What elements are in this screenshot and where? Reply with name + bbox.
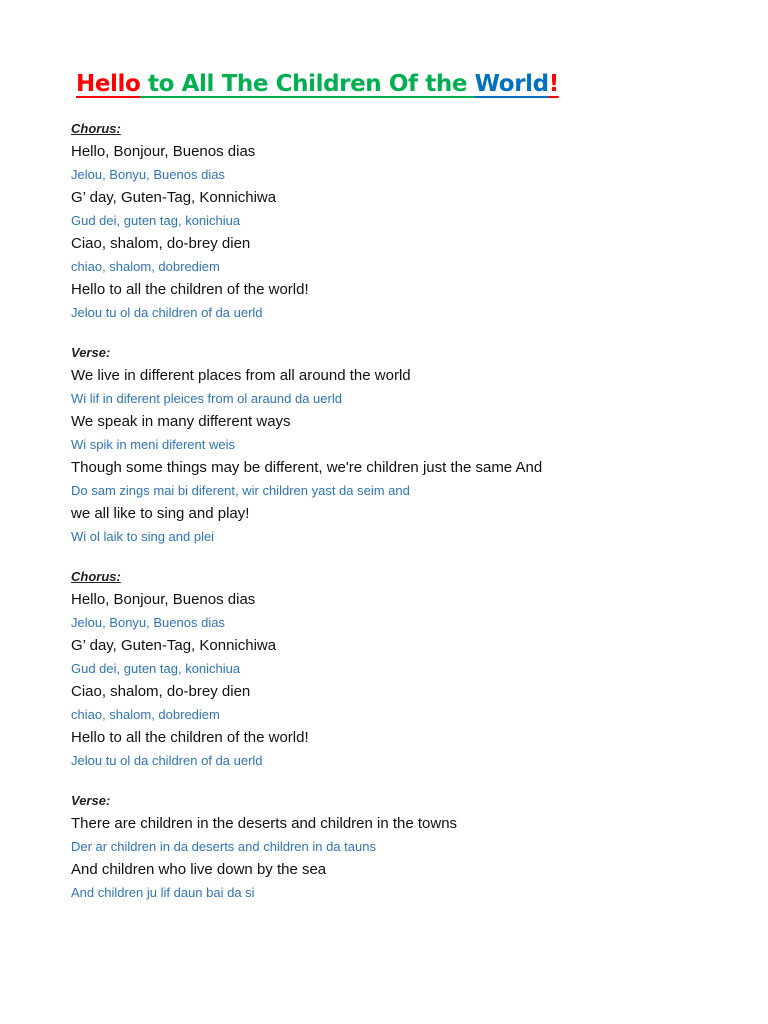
verse-section: [71, 342, 751, 548]
lyric-line: We live in different places from all around the world: [71, 367, 411, 384]
lyric-line: Ciao, shalom, do-brey dien: [71, 235, 251, 252]
section-label: Chorus:: [71, 121, 121, 136]
phonetic-line: Jelou, Bonyu, Buenos dias: [71, 615, 225, 630]
phonetic-line: chiao, shalom, dobrediem: [71, 259, 220, 274]
phonetic-line: Wi lif in diferent pleices from ol araund da uerld: [71, 391, 342, 406]
title-middle: to All The Children Of the: [140, 71, 475, 97]
section-label: Verse:: [71, 345, 111, 360]
lyric-line: G’ day, Guten-Tag, Konnichiwa: [71, 189, 277, 206]
lyric-line: Ciao, shalom, do-brey dien: [71, 683, 251, 700]
lyric-line: There are children in the deserts and children in the towns: [71, 815, 458, 832]
lyric-line: Hello to all the children of the world!: [71, 729, 309, 746]
lyric-line: G’ day, Guten-Tag, Konnichiwa: [71, 637, 277, 654]
lyric-line: We speak in many different ways: [71, 413, 291, 430]
section-label: Chorus:: [71, 569, 121, 584]
verse-section: [71, 790, 751, 904]
lyrics-body: [71, 118, 751, 904]
phonetic-line: Wi ol laik to sing and plei: [71, 529, 215, 544]
phonetic-line: Jelou tu ol da children of da uerld: [71, 753, 263, 768]
lyric-line: Hello, Bonjour, Buenos dias: [71, 143, 256, 160]
chorus-section: [71, 118, 751, 324]
title-exclamation: !: [548, 71, 559, 97]
title-world: World: [474, 71, 549, 97]
phonetic-line: Jelou tu ol da children of da uerld: [71, 305, 263, 320]
phonetic-line: Wi spik in meni diferent weis: [71, 437, 235, 452]
phonetic-line: chiao, shalom, dobrediem: [71, 707, 220, 722]
lyric-line: we all like to sing and play!: [71, 505, 250, 522]
phonetic-line: Jelou, Bonyu, Buenos dias: [71, 167, 225, 182]
lyric-line: Though some things may be different, we're children just the same And: [71, 459, 543, 476]
lyric-line: Hello to all the children of the world!: [71, 281, 309, 298]
lyric-line: And children who live down by the sea: [71, 861, 327, 878]
section-label: Verse:: [71, 793, 111, 808]
phonetic-line: Gud dei, guten tag, konichiua: [71, 661, 241, 676]
title-hello: Hello: [76, 71, 141, 97]
phonetic-line: Gud dei, guten tag, konichiua: [71, 213, 241, 228]
page-title: [76, 64, 559, 104]
phonetic-line: Do sam zings mai bi diferent, wir children yast da seim and: [71, 483, 410, 498]
chorus-section: [71, 566, 751, 772]
lyric-line: Hello, Bonjour, Buenos dias: [71, 591, 256, 608]
phonetic-line: And children ju lif daun bai da si: [71, 885, 255, 900]
phonetic-line: Der ar children in da deserts and children in da tauns: [71, 839, 376, 854]
